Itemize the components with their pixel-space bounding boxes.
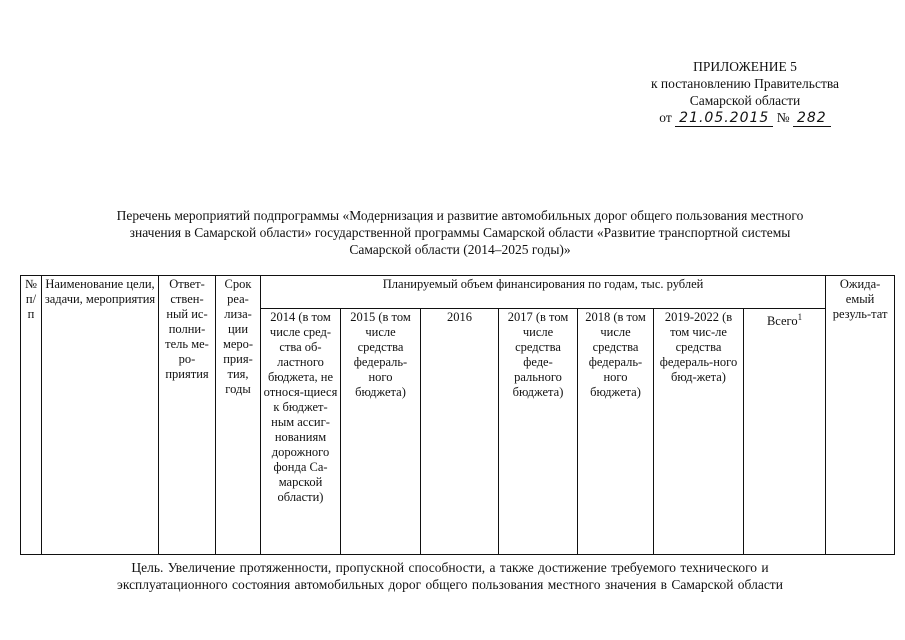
header-name: Наименование цели, задачи, мероприятия (42, 276, 159, 555)
header-total-label: Всего (766, 314, 798, 329)
document-title (40, 207, 880, 258)
appendix-number: ПРИЛОЖЕНИЕ 5 (693, 59, 797, 74)
header-number: № п/п (21, 276, 42, 555)
header-year-2018: 2018 (в том числе средства федераль-ного бюджета) (578, 309, 654, 555)
header-year-2014: 2014 (в том числе сред-ства об-ластного бюджета, не относя-щиеся к бюджет-ным ассиг-нованиям дорожного фонда Са-марской области) (261, 309, 341, 555)
handwritten-date: 21.05.2015 (675, 110, 773, 127)
appendix-header (600, 58, 890, 127)
header-year-2015: 2015 (в том числе средства федераль-ного бюджета) (341, 309, 421, 555)
goal-statement (40, 559, 860, 593)
header-funding: Планируемый объем финансирования по годам, тыс. рублей (261, 276, 826, 309)
measures-table (20, 275, 895, 555)
title-line-1: Перечень мероприятий подпрограммы «Модернизация и развитие автомобильных дорог общего пользования местного (116, 208, 804, 223)
header-executor: Ответ-ствен-ный ис-полни-тель ме-ро-приятия (159, 276, 216, 555)
date-prefix: от (659, 110, 672, 125)
appendix-date-line (600, 109, 890, 127)
title-line-2: значения в Самарской области» государственной программы Самарской области «Развитие транспортной системы (129, 225, 791, 240)
appendix-region: Самарской области (689, 93, 801, 108)
table-header-row-1 (21, 276, 895, 309)
goal-line-1: Цель. Увеличение протяженности, пропускной способности, а также достижение требуемого технического и (131, 560, 769, 575)
header-term: Срок реа-лиза-ции меро-прия-тия, годы (216, 276, 261, 555)
header-year-2016: 2016 (421, 309, 499, 555)
header-result: Ожида-емый резуль-тат (826, 276, 895, 555)
header-total (744, 309, 826, 555)
appendix-resolution: к постановлению Правительства (650, 76, 840, 91)
footnote-mark: 1 (797, 312, 803, 322)
goal-line-2: эксплуатационного состояния автомобильных дорог общего пользования местного значения в Самарской области (117, 577, 783, 592)
number-prefix: № (776, 110, 790, 125)
handwritten-number: 282 (793, 110, 831, 127)
header-years-2019-2022: 2019-2022 (в том чис-ле средства федераль-ного бюд-жета) (654, 309, 744, 555)
title-line-3: Самарской области (2014–2025 годы)» (349, 242, 571, 257)
header-year-2017: 2017 (в том числе средства феде-рального бюджета) (499, 309, 578, 555)
